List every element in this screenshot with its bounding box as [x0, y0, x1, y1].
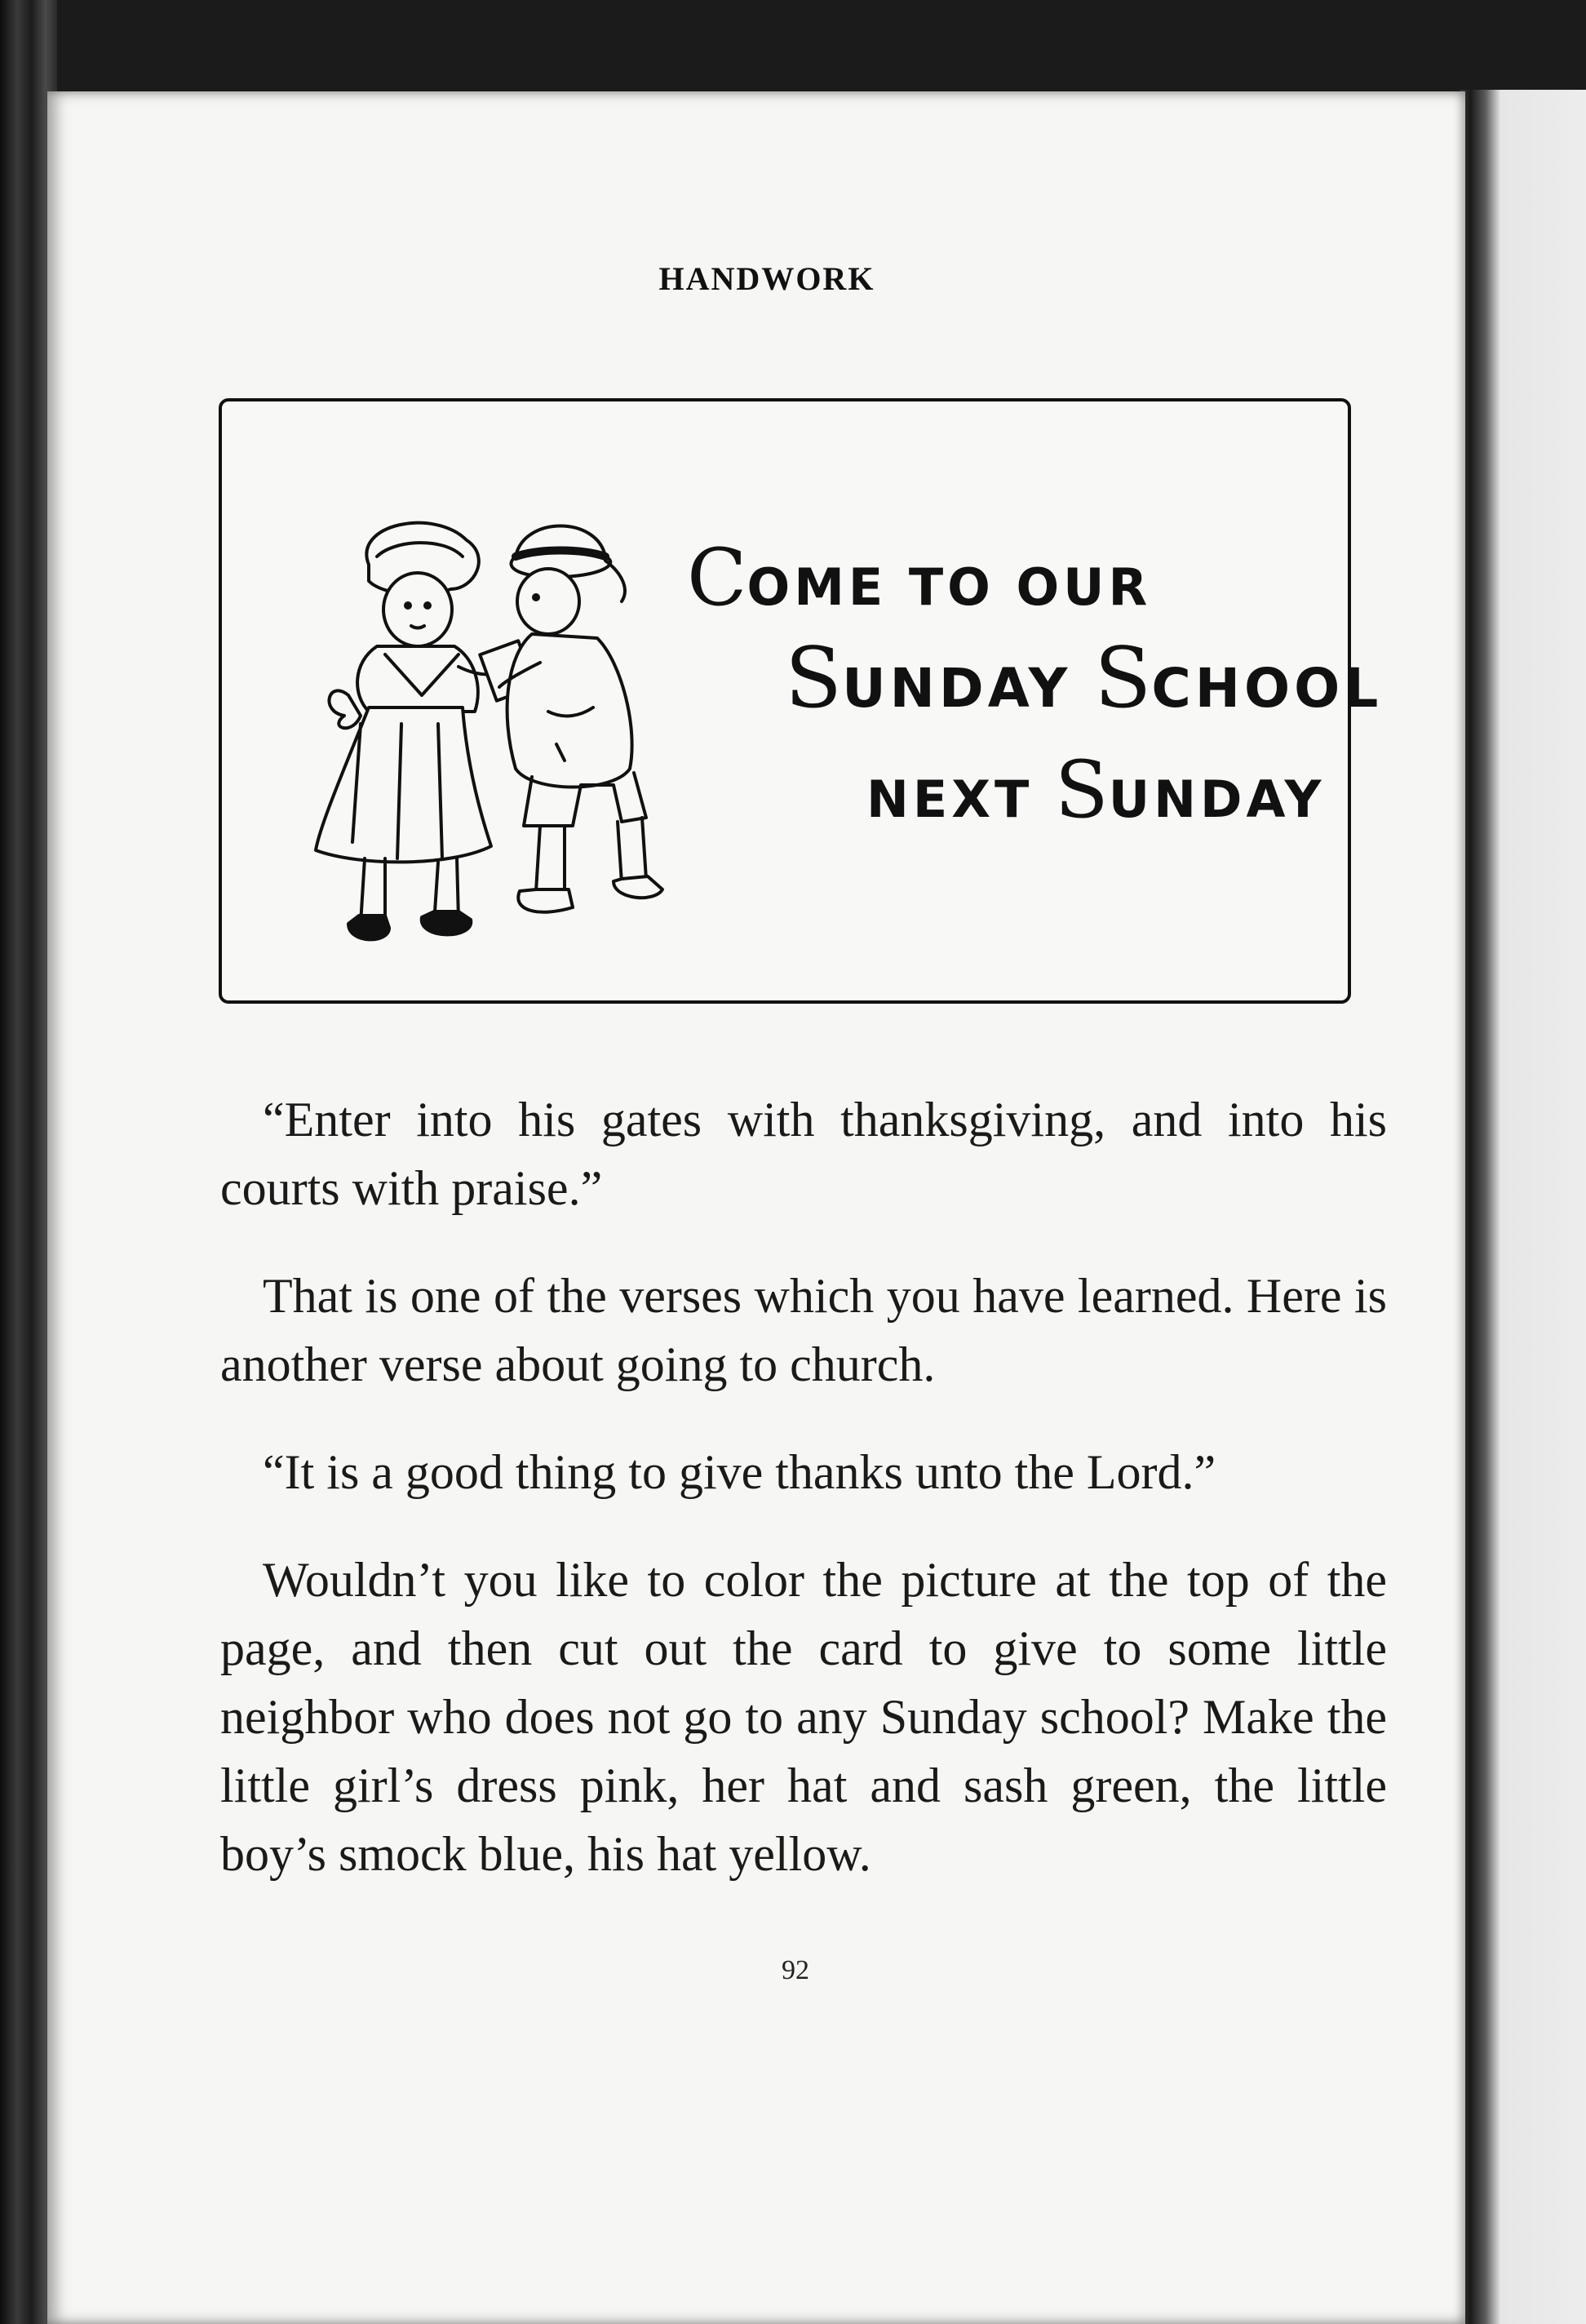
paragraph-verse-1: “Enter into his gates with thanksgiving, and into his courts with praise.” — [220, 1093, 1387, 1215]
card-line-2: SUNDAY SCHOOL — [785, 630, 1383, 727]
running-head: HANDWORK — [658, 260, 875, 297]
paragraph-instructions: Wouldn’t you like to color the picture at the top of the page, and then cut out the card to give to some little neighbor who does not go to any Sunday school? Make the little girl’s dress pink, her hat and sash green, the little boy’s smock blue, his hat yellow. — [220, 1553, 1387, 1881]
page-stack-edge — [1460, 90, 1586, 2324]
paragraph-explanation: That is one of the verses which you have learned. Here is another verse about going to church. — [220, 1269, 1387, 1391]
page-number: 92 — [782, 1955, 809, 1985]
paragraph-verse-2: “It is a good thing to give thanks unto the Lord.” — [263, 1445, 1216, 1499]
invitation-card — [219, 398, 1383, 1004]
card-line-3: NEXT SUNDAY — [866, 744, 1326, 836]
card-message — [614, 483, 1383, 891]
body-text — [220, 1085, 1387, 1927]
card-line-1: COME TO OUR — [687, 532, 1152, 623]
